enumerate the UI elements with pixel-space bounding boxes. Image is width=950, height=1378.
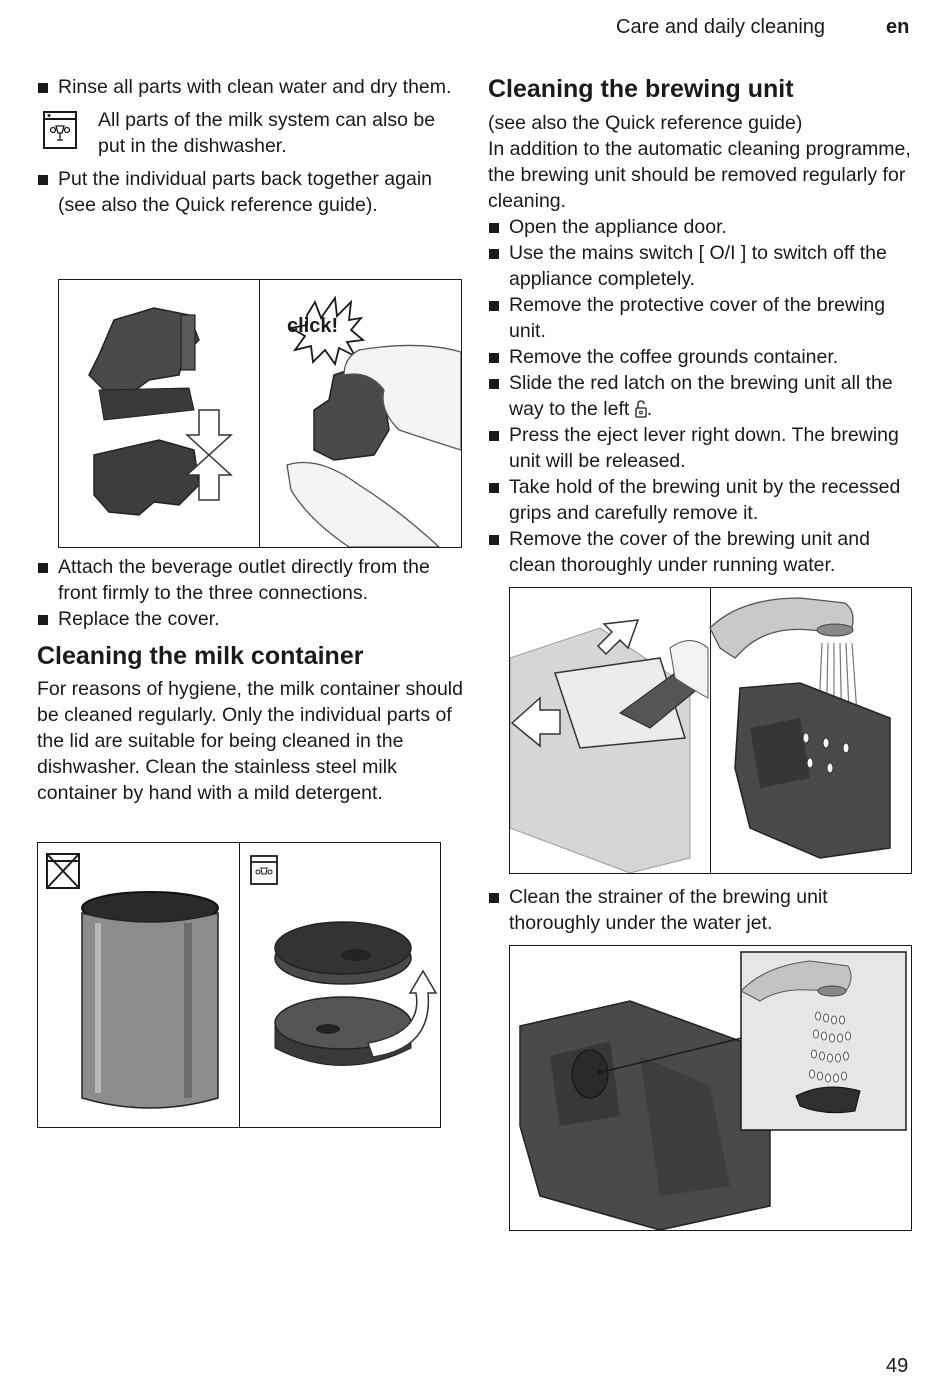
step-item: Slide the red latch on the brewing unit all the way to the left . [488,370,918,422]
step-item: Use the mains switch [ O/I ] to switch off the appliance completely. [488,240,918,292]
step-item: Clean the strainer of the brewing unit thoroughly under the water jet. [488,884,918,936]
bullet-item: Put the individual parts back together again (see also the Quick reference guide). [37,166,467,218]
left-column-top [37,74,467,218]
step-item: Take hold of the brewing unit by the recessed grips and carefully remove it. [488,474,918,526]
dishwasher-icon [43,111,77,149]
step-item: Remove the coffee grounds container. [488,344,918,370]
intro-paragraph: In addition to the automatic cleaning programme, the brewing unit should be removed regularly for cleaning. [488,138,911,212]
milk-container-paragraph: For reasons of hygiene, the milk container should be cleaned regularly. Only the individual parts of the lid are suitable for being cleaned in the dishwasher. Clean the stainless steel milk container by hand with a mild detergent. [37,678,463,804]
step-item: Remove the cover of the brewing unit and clean thoroughly under running water. [488,526,918,578]
note-text: All parts of the milk system can also be put in the dishwasher. [98,109,436,157]
page-number: 49 [886,1355,909,1377]
right-column-top [488,74,918,578]
bullet-item: Attach the beverage outlet directly from the front firmly to the three connections. [37,554,467,606]
figure-milk-container [37,842,441,1128]
milk-container-heading: Cleaning the milk container [37,642,364,670]
brewing-unit-heading: Cleaning the brewing unit [488,75,794,103]
right-column-bottom [488,884,918,936]
step-item: Press the eject lever right down. The brewing unit will be released. [488,422,918,474]
step-item: Remove the protective cover of the brewing unit. [488,292,918,344]
bullet-item: Rinse all parts with clean water and dry them. [37,74,467,100]
figure-outlet-assembly [58,279,462,548]
dishwasher-icon [251,856,277,884]
step-item: Open the appliance door. [488,214,918,240]
click-label: click! [287,315,339,337]
section-title: Care and daily cleaning [616,16,826,38]
language-code: en [886,16,910,38]
figure-strainer-cleaning [509,945,912,1231]
bullet-item: Replace the cover. [37,606,467,632]
left-column-bottom [37,554,467,806]
unlock-icon [635,400,647,418]
no-dishwasher-icon [47,854,79,888]
intro-reference: (see also the Quick reference guide) [488,112,803,134]
dishwasher-note [37,107,467,159]
figure-brewing-unit-rinse [509,587,912,874]
